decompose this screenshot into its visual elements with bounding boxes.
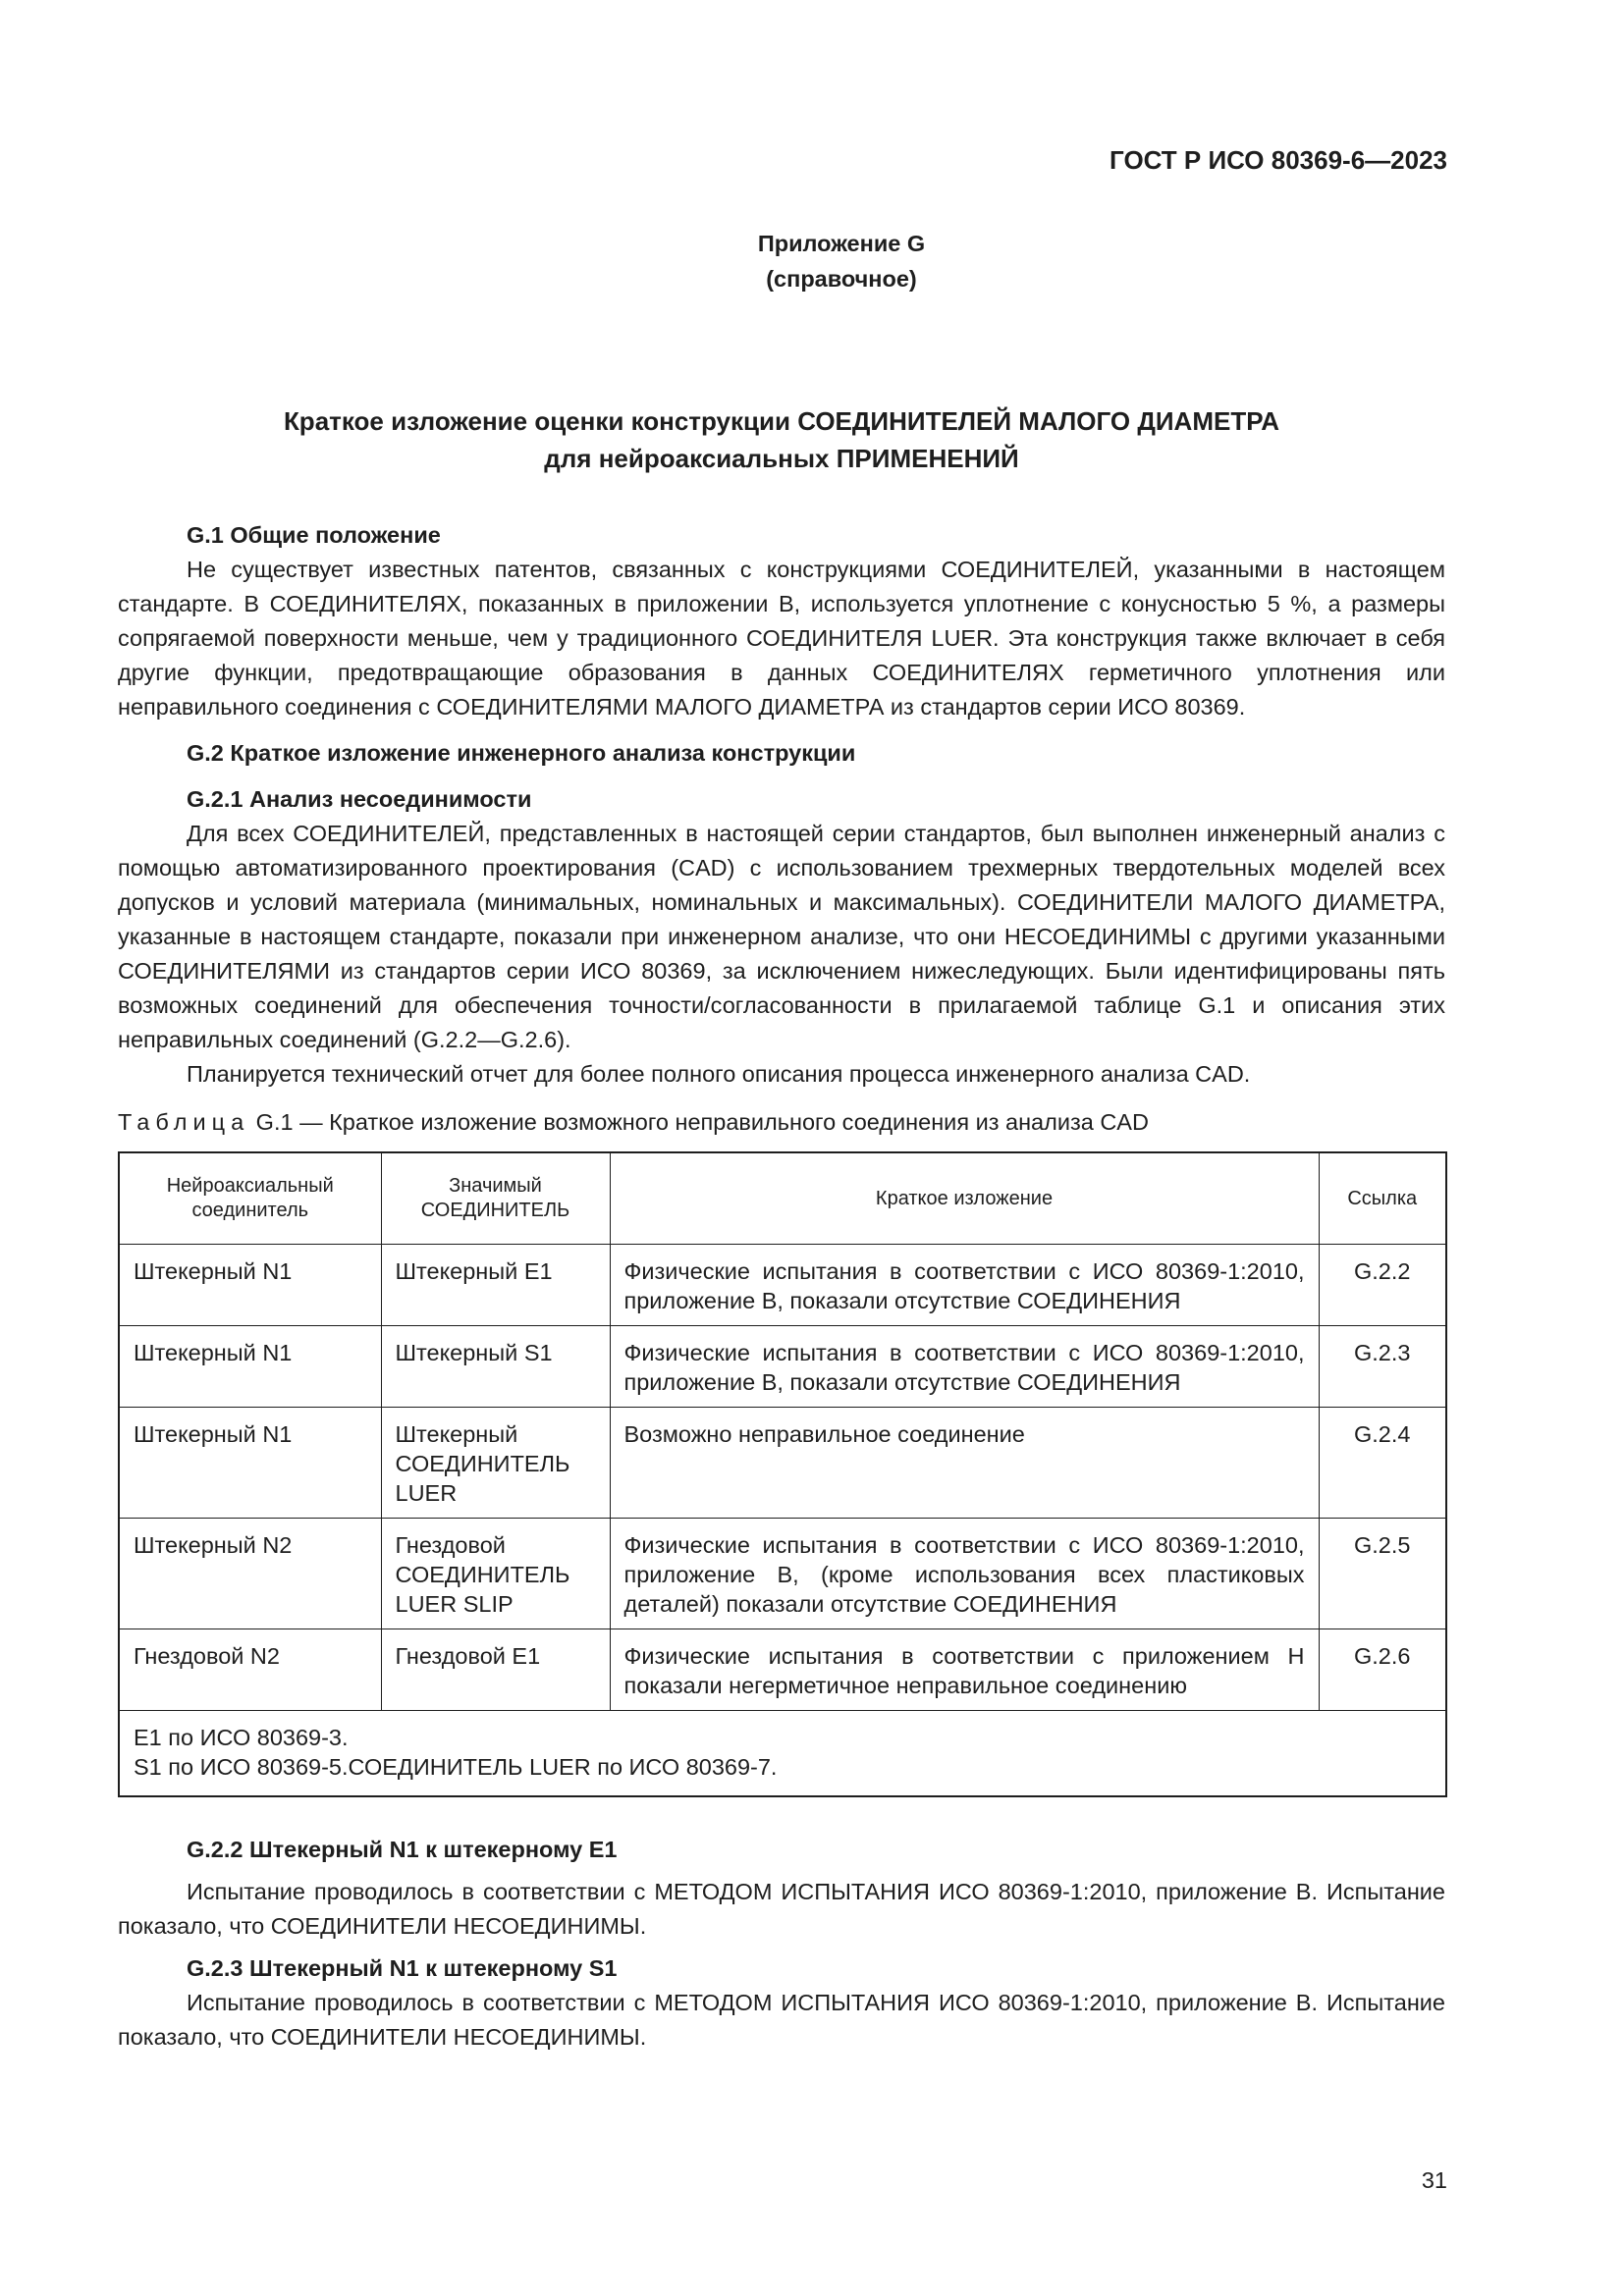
main-title-line-1: Краткое изложение оценки конструкции СОЕДИНИТЕЛЕЙ МАЛОГО ДИАМЕТРА bbox=[283, 406, 1280, 436]
table-note: E1 по ИСО 80369-3. bbox=[134, 1725, 349, 1750]
table-caption-label: Таблица bbox=[118, 1109, 250, 1135]
table-cell: Штекерный N1 bbox=[119, 1245, 381, 1326]
table-cell: Гнездовой N2 bbox=[119, 1629, 381, 1711]
table-header-row bbox=[119, 1152, 1446, 1245]
section-heading-g22: G.2.2 Штекерный N1 к штекерному E1 bbox=[187, 1837, 618, 1862]
table-cell: Штекерный N1 bbox=[119, 1326, 381, 1408]
section-heading-g1: G.1 Общие положение bbox=[187, 522, 441, 548]
table-cell: Гнездовой E1 bbox=[381, 1629, 610, 1711]
table-caption-text: G.1 — Краткое изложение возможного неправильного соединения из анализа CAD bbox=[249, 1109, 1149, 1135]
page-number: 31 bbox=[1421, 2167, 1447, 2193]
table-cell: Штекерный N1 bbox=[119, 1408, 381, 1519]
table-cell: G.2.4 bbox=[1319, 1408, 1446, 1519]
paragraph-g23: Испытание проводилось в соответствии с МЕТОДОМ ИСПЫТАНИЯ ИСО 80369-1:2010, приложение В. Испытание показало, что СОЕДИНИТЕЛИ НЕСОЕДИНИМЫ. bbox=[118, 1990, 1445, 2050]
table-header-cell: Нейроаксиальный соединитель bbox=[119, 1152, 381, 1245]
section-heading-g23: G.2.3 Штекерный N1 к штекерному S1 bbox=[187, 1955, 618, 1981]
standard-code: ГОСТ Р ИСО 80369-6—2023 bbox=[1110, 145, 1447, 175]
table-header-cell: Краткое изложение bbox=[610, 1152, 1319, 1245]
table-row bbox=[119, 1326, 1446, 1408]
paragraph-g21-2: Планируется технический отчет для более полного описания процесса инженерного анализа CAD. bbox=[187, 1061, 1251, 1087]
annex-heading bbox=[0, 226, 1624, 296]
table-caption bbox=[118, 1105, 1445, 1140]
paragraph-g22: Испытание проводилось в соответствии с МЕТОДОМ ИСПЫТАНИЯ ИСО 80369-1:2010, приложение В. Испытание показало, что СОЕДИНИТЕЛИ НЕСОЕДИНИМЫ. bbox=[118, 1879, 1445, 1939]
main-title bbox=[118, 402, 1445, 477]
table-cell: Гнездовой СОЕДИНИТЕЛЬ LUER SLIP bbox=[381, 1519, 610, 1629]
annex-title: Приложение G bbox=[757, 231, 926, 256]
annex-type: (справочное) bbox=[766, 266, 917, 292]
table-cell: Физические испытания в соответствии с приложением Н показали негерметичное неправильное соединению bbox=[610, 1629, 1319, 1711]
summary-table bbox=[118, 1151, 1447, 1797]
table-row bbox=[119, 1629, 1446, 1711]
table-row bbox=[119, 1519, 1446, 1629]
table-notes-row bbox=[119, 1711, 1446, 1797]
table-cell: Штекерный N2 bbox=[119, 1519, 381, 1629]
table-cell: G.2.5 bbox=[1319, 1519, 1446, 1629]
section-heading-g21: G.2.1 Анализ несоединимости bbox=[187, 786, 532, 812]
table-row bbox=[119, 1245, 1446, 1326]
table-notes bbox=[119, 1711, 1446, 1797]
table-cell: Штекерный S1 bbox=[381, 1326, 610, 1408]
table-cell: G.2.2 bbox=[1319, 1245, 1446, 1326]
main-title-line-2: для нейроаксиальных ПРИМЕНЕНИЙ bbox=[544, 444, 1019, 473]
table-row bbox=[119, 1408, 1446, 1519]
section-heading-g2: G.2 Краткое изложение инженерного анализа конструкции bbox=[187, 740, 856, 766]
table-cell: Физические испытания в соответствии с ИСО 80369-1:2010, приложение В, (кроме использования всех пластиковых деталей) показали отсутствие СОЕДИНЕНИЯ bbox=[610, 1519, 1319, 1629]
table-header-cell: Ссылка bbox=[1319, 1152, 1446, 1245]
table-cell: Штекерный СОЕДИНИТЕЛЬ LUER bbox=[381, 1408, 610, 1519]
paragraph-g1: Не существует известных патентов, связанных с конструкциями СОЕДИНИТЕЛЕЙ, указанными в настоящем стандарте. В СОЕДИНИТЕЛЯХ, показанных в приложении В, используется уплотнение с конусностью 5 %, а размеры сопрягаемой поверхности меньше, чем у традиционного СОЕДИНИТЕЛЯ LUER. Эта конструкция также включает в себя другие функции, предотвращающие образования в данных СОЕДИНИТЕЛЯХ герметичного уплотнения или неправильного соединения с СОЕДИНИТЕЛЯМИ МАЛОГО ДИАМЕТРА из стандартов серии ИСО 80369. bbox=[118, 557, 1445, 720]
paragraph-g21-1: Для всех СОЕДИНИТЕЛЕЙ, представленных в настоящей серии стандартов, был выполнен инженерный анализ с помощью автоматизированного проектирования (CAD) с использованием трехмерных твердотельных моделей всех допусков и условий материала (минимальных, номинальных и максимальных). СОЕДИНИТЕЛИ МАЛОГО ДИАМЕТРА, указанные в настоящем стандарте, показали при инженерном анализе, что они НЕСОЕДИНИМЫ с другими указанными СОЕДИНИТЕЛЯМИ из стандартов серии ИСО 80369, за исключением нижеследующих. Были идентифицированы пять возможных соединений для обеспечения точности/согласованности в прилагаемой таблице G.1 и описания этих неправильных соединений (G.2.2—G.2.6). bbox=[118, 821, 1445, 1052]
table-cell: G.2.6 bbox=[1319, 1629, 1446, 1711]
table-cell: G.2.3 bbox=[1319, 1326, 1446, 1408]
table-cell: Возможно неправильное соединение bbox=[610, 1408, 1319, 1519]
table-header-cell: Значимый СОЕДИНИТЕЛЬ bbox=[381, 1152, 610, 1245]
table-cell: Штекерный E1 bbox=[381, 1245, 610, 1326]
table-cell: Физические испытания в соответствии с ИСО 80369-1:2010, приложение В, показали отсутствие СОЕДИНЕНИЯ bbox=[610, 1245, 1319, 1326]
document-body bbox=[118, 518, 1445, 2055]
table-cell: Физические испытания в соответствии с ИСО 80369-1:2010, приложение В, показали отсутствие СОЕДИНЕНИЯ bbox=[610, 1326, 1319, 1408]
table-note: S1 по ИСО 80369-5.СОЕДИНИТЕЛЬ LUER по ИСО 80369-7. bbox=[134, 1754, 778, 1780]
